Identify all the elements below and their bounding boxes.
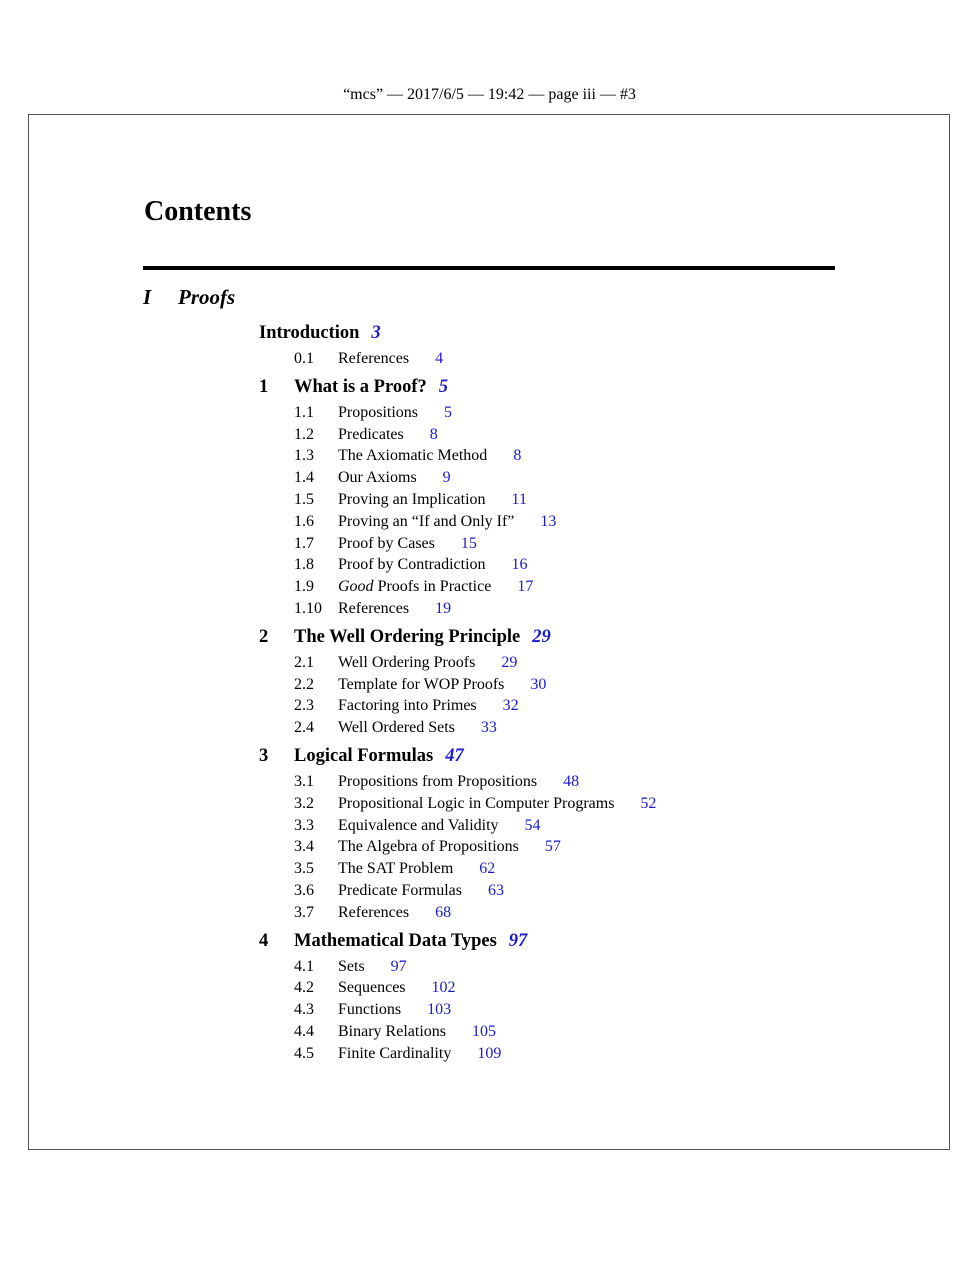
section-entry[interactable] (294, 1043, 819, 1065)
section-number: 4.2 (294, 979, 314, 997)
section-page-link[interactable]: 102 (431, 979, 456, 997)
section-number: 3.3 (294, 816, 314, 834)
section-page-link[interactable]: 33 (480, 719, 497, 737)
section-page-link[interactable]: 19 (435, 599, 452, 617)
section-title: Proving an Implication (338, 490, 486, 508)
section-entry[interactable] (294, 793, 819, 815)
section-page-link[interactable]: 4 (435, 350, 444, 367)
table-of-contents (259, 320, 819, 1069)
part-heading (143, 285, 235, 310)
section-entry[interactable] (294, 598, 819, 620)
section-number: 3.2 (294, 794, 314, 812)
section-title: Propositions from Propositions (338, 772, 538, 790)
section-page-link[interactable]: 8 (513, 447, 522, 465)
chapter-entry[interactable] (259, 624, 819, 650)
chapter-page-link[interactable]: 3 (371, 323, 381, 343)
section-entry[interactable] (294, 348, 819, 370)
section-number: 2.1 (294, 653, 314, 671)
section-number: 1.6 (294, 512, 314, 530)
section-title: Binary Relations (338, 1022, 446, 1040)
section-number: 1.2 (294, 425, 314, 443)
section-page-link[interactable]: 97 (390, 957, 407, 975)
section-title: Finite Cardinality (338, 1044, 452, 1062)
section-title: Proofs in Practice (373, 578, 492, 596)
chapter-number: 3 (259, 745, 269, 766)
section-number: 1.3 (294, 447, 314, 465)
section-entry[interactable] (294, 956, 819, 978)
section-title: The Algebra of Propositions (338, 838, 519, 856)
section-number: 0.1 (294, 350, 314, 367)
section-page-link[interactable]: 15 (460, 534, 477, 552)
section-entry[interactable] (294, 402, 819, 424)
section-entry[interactable] (294, 576, 819, 598)
section-title: Factoring into Primes (338, 697, 477, 715)
section-page-link[interactable]: 105 (471, 1022, 496, 1040)
section-list (294, 771, 819, 924)
section-title: Propositions (338, 403, 419, 421)
section-number: 3.7 (294, 903, 314, 921)
section-entry[interactable] (294, 533, 819, 555)
chapter-entry[interactable] (259, 928, 819, 954)
section-number: 1.8 (294, 556, 314, 574)
section-entry[interactable] (294, 511, 819, 533)
section-entry[interactable] (294, 652, 819, 674)
section-number: 2.3 (294, 697, 314, 715)
section-title: Predicate Formulas (338, 881, 462, 899)
page-title: Contents (144, 196, 252, 227)
section-entry[interactable] (294, 977, 819, 999)
section-entry[interactable] (294, 771, 819, 793)
section-page-link[interactable]: 54 (524, 816, 541, 834)
section-number: 4.3 (294, 1001, 314, 1019)
section-page-link[interactable]: 62 (479, 860, 496, 878)
section-entry[interactable] (294, 815, 819, 837)
section-number: 1.9 (294, 578, 314, 596)
section-number: 1.5 (294, 490, 314, 508)
section-title: Our Axioms (338, 469, 417, 487)
chapter-page-link[interactable]: 5 (438, 376, 449, 397)
section-number: 4.5 (294, 1044, 314, 1062)
section-title: References (338, 903, 410, 921)
section-page-link[interactable]: 57 (544, 838, 561, 856)
section-list (294, 652, 819, 739)
section-title: The SAT Problem (338, 860, 454, 878)
section-page-link[interactable]: 13 (540, 512, 557, 530)
section-number: 1.1 (294, 403, 314, 421)
section-entry[interactable] (294, 445, 819, 467)
section-entry[interactable] (294, 902, 819, 924)
running-header: “mcs” — 2017/6/5 — 19:42 — page iii — #3 (343, 86, 636, 103)
section-title: Sets (338, 957, 365, 975)
chapter-title: Introduction (259, 323, 360, 343)
section-entry[interactable] (294, 424, 819, 446)
section-list (294, 402, 819, 620)
section-title: References (338, 599, 410, 617)
chapter-entry[interactable] (259, 320, 819, 346)
section-number: 3.5 (294, 860, 314, 878)
chapter-title: What is a Proof? (294, 376, 427, 397)
chapter-entry[interactable] (259, 743, 819, 769)
section-title: Template for WOP Proofs (338, 675, 505, 693)
section-title: Propositional Logic in Computer Programs (338, 794, 615, 812)
section-number: 4.1 (294, 957, 314, 975)
section-number: 1.4 (294, 469, 314, 487)
part-number: I (143, 285, 152, 309)
section-page-link[interactable]: 16 (511, 556, 528, 574)
section-page-link[interactable]: 52 (640, 794, 657, 812)
section-page-link[interactable]: 11 (511, 490, 527, 508)
chapter-number: 4 (259, 930, 269, 951)
section-title: Sequences (338, 979, 406, 997)
section-title: The Axiomatic Method (338, 447, 488, 465)
section-entry[interactable] (294, 467, 819, 489)
section-entry[interactable] (294, 554, 819, 576)
chapter-title: Logical Formulas (294, 745, 434, 766)
chapter-page-link[interactable]: 47 (445, 745, 464, 766)
section-title: Well Ordering Proofs (338, 653, 476, 671)
section-number: 3.1 (294, 772, 314, 790)
section-entry[interactable] (294, 489, 819, 511)
section-page-link[interactable]: 8 (429, 425, 438, 443)
section-page-link[interactable]: 30 (530, 675, 547, 693)
section-page-link[interactable]: 109 (477, 1044, 502, 1062)
section-title: Predicates (338, 425, 404, 443)
chapter-number: 2 (259, 626, 269, 647)
section-page-link[interactable]: 9 (442, 469, 451, 487)
section-number: 4.4 (294, 1022, 314, 1040)
section-entry[interactable] (294, 858, 819, 880)
section-entry[interactable] (294, 674, 819, 696)
section-number: 1.7 (294, 534, 314, 552)
section-page-link[interactable]: 68 (435, 903, 452, 921)
section-page-link[interactable]: 103 (427, 1001, 452, 1019)
chapter-number: 1 (259, 376, 269, 397)
section-page-link[interactable]: 17 (517, 578, 534, 596)
section-page-link[interactable]: 63 (487, 881, 504, 899)
section-entry[interactable] (294, 717, 819, 739)
chapter-page-link[interactable]: 29 (532, 626, 551, 647)
section-entry[interactable] (294, 999, 819, 1021)
section-entry[interactable] (294, 880, 819, 902)
section-list (294, 348, 819, 370)
section-title: Proof by Contradiction (338, 556, 486, 574)
chapter-entry[interactable] (259, 374, 819, 400)
section-number: 3.6 (294, 881, 314, 899)
section-entry[interactable] (294, 695, 819, 717)
section-entry[interactable] (294, 1021, 819, 1043)
section-title-emphasis: Good (338, 578, 374, 596)
section-title: Well Ordered Sets (338, 719, 455, 737)
section-page-link[interactable]: 5 (444, 403, 453, 421)
section-title: References (338, 350, 410, 367)
section-title: Functions (338, 1001, 402, 1019)
chapter-title: Mathematical Data Types (294, 930, 497, 951)
section-page-link[interactable]: 48 (563, 772, 580, 790)
chapter-page-link[interactable]: 97 (508, 930, 528, 951)
section-title: Equivalence and Validity (338, 816, 499, 834)
section-page-link[interactable]: 29 (501, 653, 518, 671)
section-number: 1.10 (294, 599, 322, 617)
part-title: Proofs (178, 285, 236, 309)
section-number: 3.4 (294, 838, 314, 856)
title-rule (143, 266, 835, 270)
section-title: Proving an “If and Only If” (338, 512, 515, 530)
section-number: 2.4 (294, 719, 314, 737)
section-page-link[interactable]: 32 (502, 697, 519, 715)
section-list (294, 956, 819, 1065)
section-entry[interactable] (294, 836, 819, 858)
section-number: 2.2 (294, 675, 314, 693)
section-title: Proof by Cases (338, 534, 435, 552)
chapter-title: The Well Ordering Principle (294, 626, 521, 647)
